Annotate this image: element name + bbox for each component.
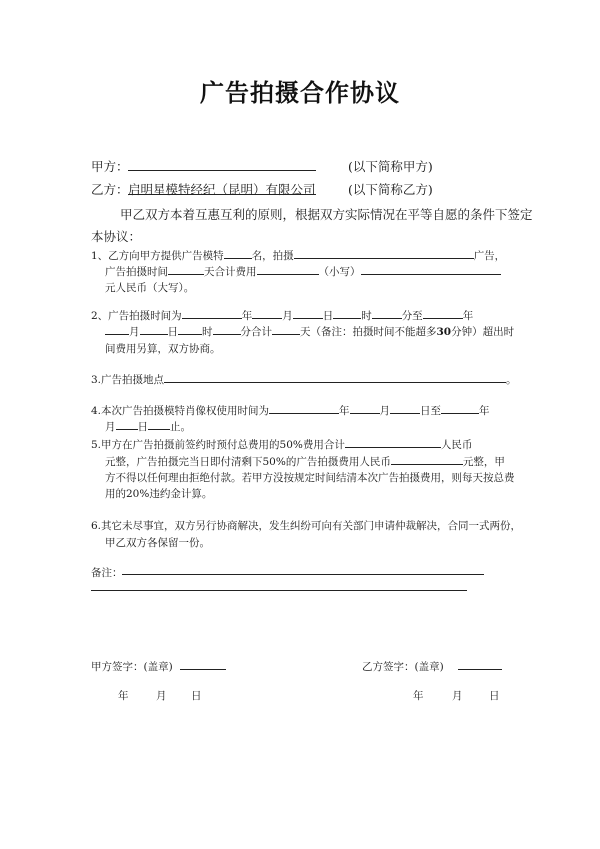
party-b-name: 启明星模特经纪（昆明）有限公司 [128,182,316,197]
party-a-signature-line [180,669,226,670]
party-b-label: 乙方： [91,182,129,197]
remarks-label: 备注： [91,567,123,579]
party-a-signature-label: 甲方签字：(盖章) [91,661,173,673]
clause-4-line-2: 月 日 止。 [105,417,191,438]
party-b-month: 月 [452,690,463,702]
party-a-day: 日 [191,690,202,702]
clause-2-line-1: 2、广告拍摄时间为 年 月 日 时 分至 年 [91,306,473,327]
remarks-line-1 [122,574,484,575]
party-a-label: 甲方： [91,159,129,174]
party-a-month: 月 [156,690,167,702]
clause-6-line-1: 6.其它未尽事宜，双方另行协商解决，发生纠纷可向有关部门申请仲裁解决，合同一式两份， [91,520,522,532]
clause-2-line-3: 间费用另算，双方协商。 [105,343,221,355]
party-a-note: (以下简称甲方) [348,159,433,174]
party-b-underline [128,194,316,195]
party-a-blank [128,170,316,171]
party-b-signature-line [458,669,502,670]
party-b-day: 日 [489,690,500,702]
intro-line-2: 本协议： [91,229,142,244]
party-b-note: (以下简称乙方) [348,182,433,197]
intro-line-1: 甲乙双方本着互惠互利的原则，根据双方实际情况在平等自愿的条件下签定 [120,207,533,222]
clause-4-line-1: 4.本次广告拍摄模特肖像权使用时间为 年 月 日至 年 [91,401,490,422]
clause-6-line-2: 甲乙双方各保留一份。 [105,537,210,549]
party-a-year: 年 [118,690,129,702]
clause-2-line-2: 月 日 时 分合计 天（备注：拍摄时间不能超多30分钟）超出时 [105,322,514,343]
clause-5-line-4: 用的20%违约金计算。 [105,488,213,500]
clause-5-line-2: 元整，广告拍摄完当日即付清剩下50%的广告拍摄费用人民币 元整，甲 [105,452,505,473]
clause-3: 3.广告拍摄地点 。 [91,370,517,391]
clause-1-line-2: 广告拍摄时间 天合计费用 （小写） [105,262,501,283]
party-b-signature-label: 乙方签字：(盖章) [362,661,444,673]
clause-1-line-3: 元人民币（大写）。 [105,282,195,294]
party-b-year: 年 [413,690,424,702]
remarks-line-2 [91,590,467,591]
clause-5-line-3: 方不得以任何理由拒绝付款。若甲方没按规定时间结清本次广告拍摄费用，则每天按总费 [105,472,515,484]
page-title: 广告拍摄合作协议 [200,79,400,107]
clause-1-line-1: 1、乙方向甲方提供广告模特 名，拍摄 广告， [91,246,505,267]
clause-5-line-1: 5.甲方在广告拍摄前签约时预付总费用的50%费用合计 人民币 [91,435,472,456]
